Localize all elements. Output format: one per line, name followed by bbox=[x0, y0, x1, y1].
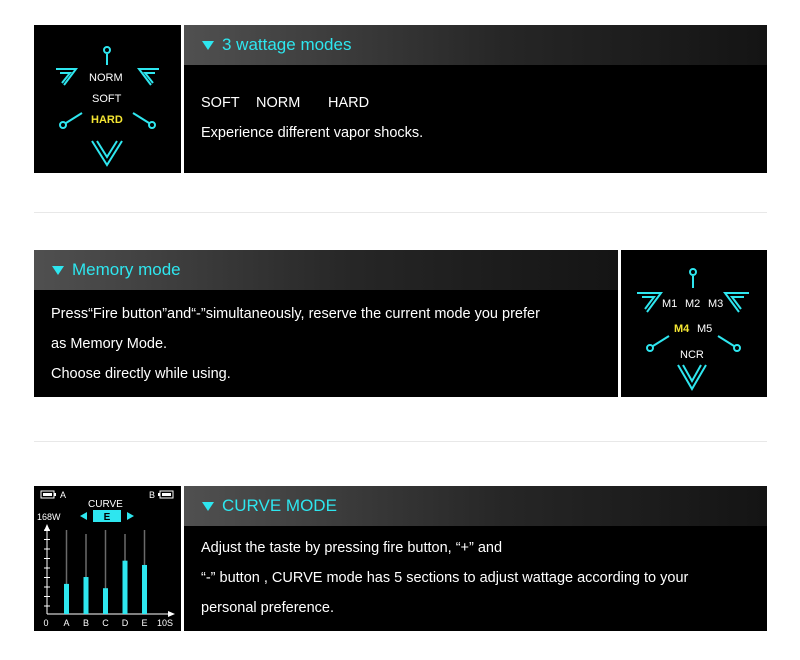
memory-m4-label: M4 bbox=[674, 323, 690, 335]
arrow-left-icon[interactable] bbox=[80, 512, 87, 520]
curve-mode-panel bbox=[184, 486, 767, 631]
arrow-right-icon[interactable] bbox=[127, 512, 134, 520]
x-tick-label: E bbox=[141, 618, 148, 628]
x-tick-label: C bbox=[102, 618, 109, 628]
curve-mode-screen bbox=[34, 486, 181, 631]
memory-mode-panel bbox=[34, 250, 618, 397]
x-axis-arrow bbox=[168, 611, 175, 617]
curve-bar-c bbox=[103, 588, 108, 614]
section-title: Memory mode bbox=[72, 260, 181, 279]
memory-m5-label: M5 bbox=[697, 323, 713, 335]
battery-b-label: B bbox=[149, 490, 156, 500]
mode-hard: HARD bbox=[328, 95, 370, 111]
memory-mode-screen bbox=[621, 250, 767, 397]
battery-a-label: A bbox=[60, 490, 67, 500]
mode-norm: NORM bbox=[256, 95, 301, 111]
section-description: Experience different vapor shocks. bbox=[201, 125, 424, 141]
section-title: 3 wattage modes bbox=[222, 35, 352, 54]
divider bbox=[34, 441, 767, 442]
x-tick-label: D bbox=[121, 618, 129, 628]
memory-line-2: as Memory Mode. bbox=[51, 336, 168, 352]
wattage-modes-header bbox=[184, 25, 767, 65]
memory-ncr-label: NCR bbox=[680, 349, 704, 361]
memory-m3-label: M3 bbox=[708, 298, 724, 310]
memory-m1-label: M1 bbox=[662, 298, 678, 310]
mode-soft: SOFT bbox=[201, 95, 240, 111]
x-tick-label: 0 bbox=[43, 618, 49, 628]
memory-line-1: Press“Fire button”and“-”simultaneously, reserve the current mode you prefer bbox=[51, 306, 540, 322]
curve-bar-e bbox=[142, 565, 147, 614]
memory-mode-header bbox=[34, 250, 618, 290]
curve-line-1: Adjust the taste by pressing fire button, “+” and bbox=[201, 540, 503, 556]
curve-mode-header bbox=[184, 486, 767, 526]
selected-segment-label: E bbox=[103, 512, 111, 523]
curve-bar-a bbox=[64, 584, 69, 614]
curve-bar-b bbox=[84, 577, 89, 614]
memory-mode-graphic bbox=[621, 250, 767, 397]
curve-label: CURVE bbox=[88, 499, 123, 510]
wattage-modes-panel bbox=[184, 25, 767, 173]
mode-hard-label: HARD bbox=[91, 114, 123, 126]
x-tick-label: 10S bbox=[156, 618, 174, 628]
y-max-label: 168W bbox=[37, 512, 61, 522]
battery-b-icon bbox=[158, 491, 173, 498]
curve-bar-d bbox=[123, 561, 128, 614]
x-tick-label: B bbox=[82, 618, 90, 628]
battery-a-icon bbox=[41, 491, 56, 498]
memory-line-3: Choose directly while using. bbox=[51, 366, 231, 382]
mode-norm-label: NORM bbox=[89, 72, 123, 84]
curve-chart bbox=[34, 486, 181, 631]
curve-line-2: “-” button , CURVE mode has 5 sections to adjust wattage according to your bbox=[201, 570, 689, 586]
section-title: CURVE MODE bbox=[222, 496, 337, 515]
wattage-mode-screen bbox=[34, 25, 181, 173]
mode-soft-label: SOFT bbox=[92, 93, 122, 105]
triangle-down-icon bbox=[52, 266, 64, 275]
x-tick-label: A bbox=[63, 618, 70, 628]
memory-m2-label: M2 bbox=[685, 298, 701, 310]
divider bbox=[34, 212, 767, 213]
triangle-down-icon bbox=[202, 502, 214, 511]
curve-line-3: personal preference. bbox=[201, 600, 334, 616]
triangle-down-icon bbox=[202, 41, 214, 50]
